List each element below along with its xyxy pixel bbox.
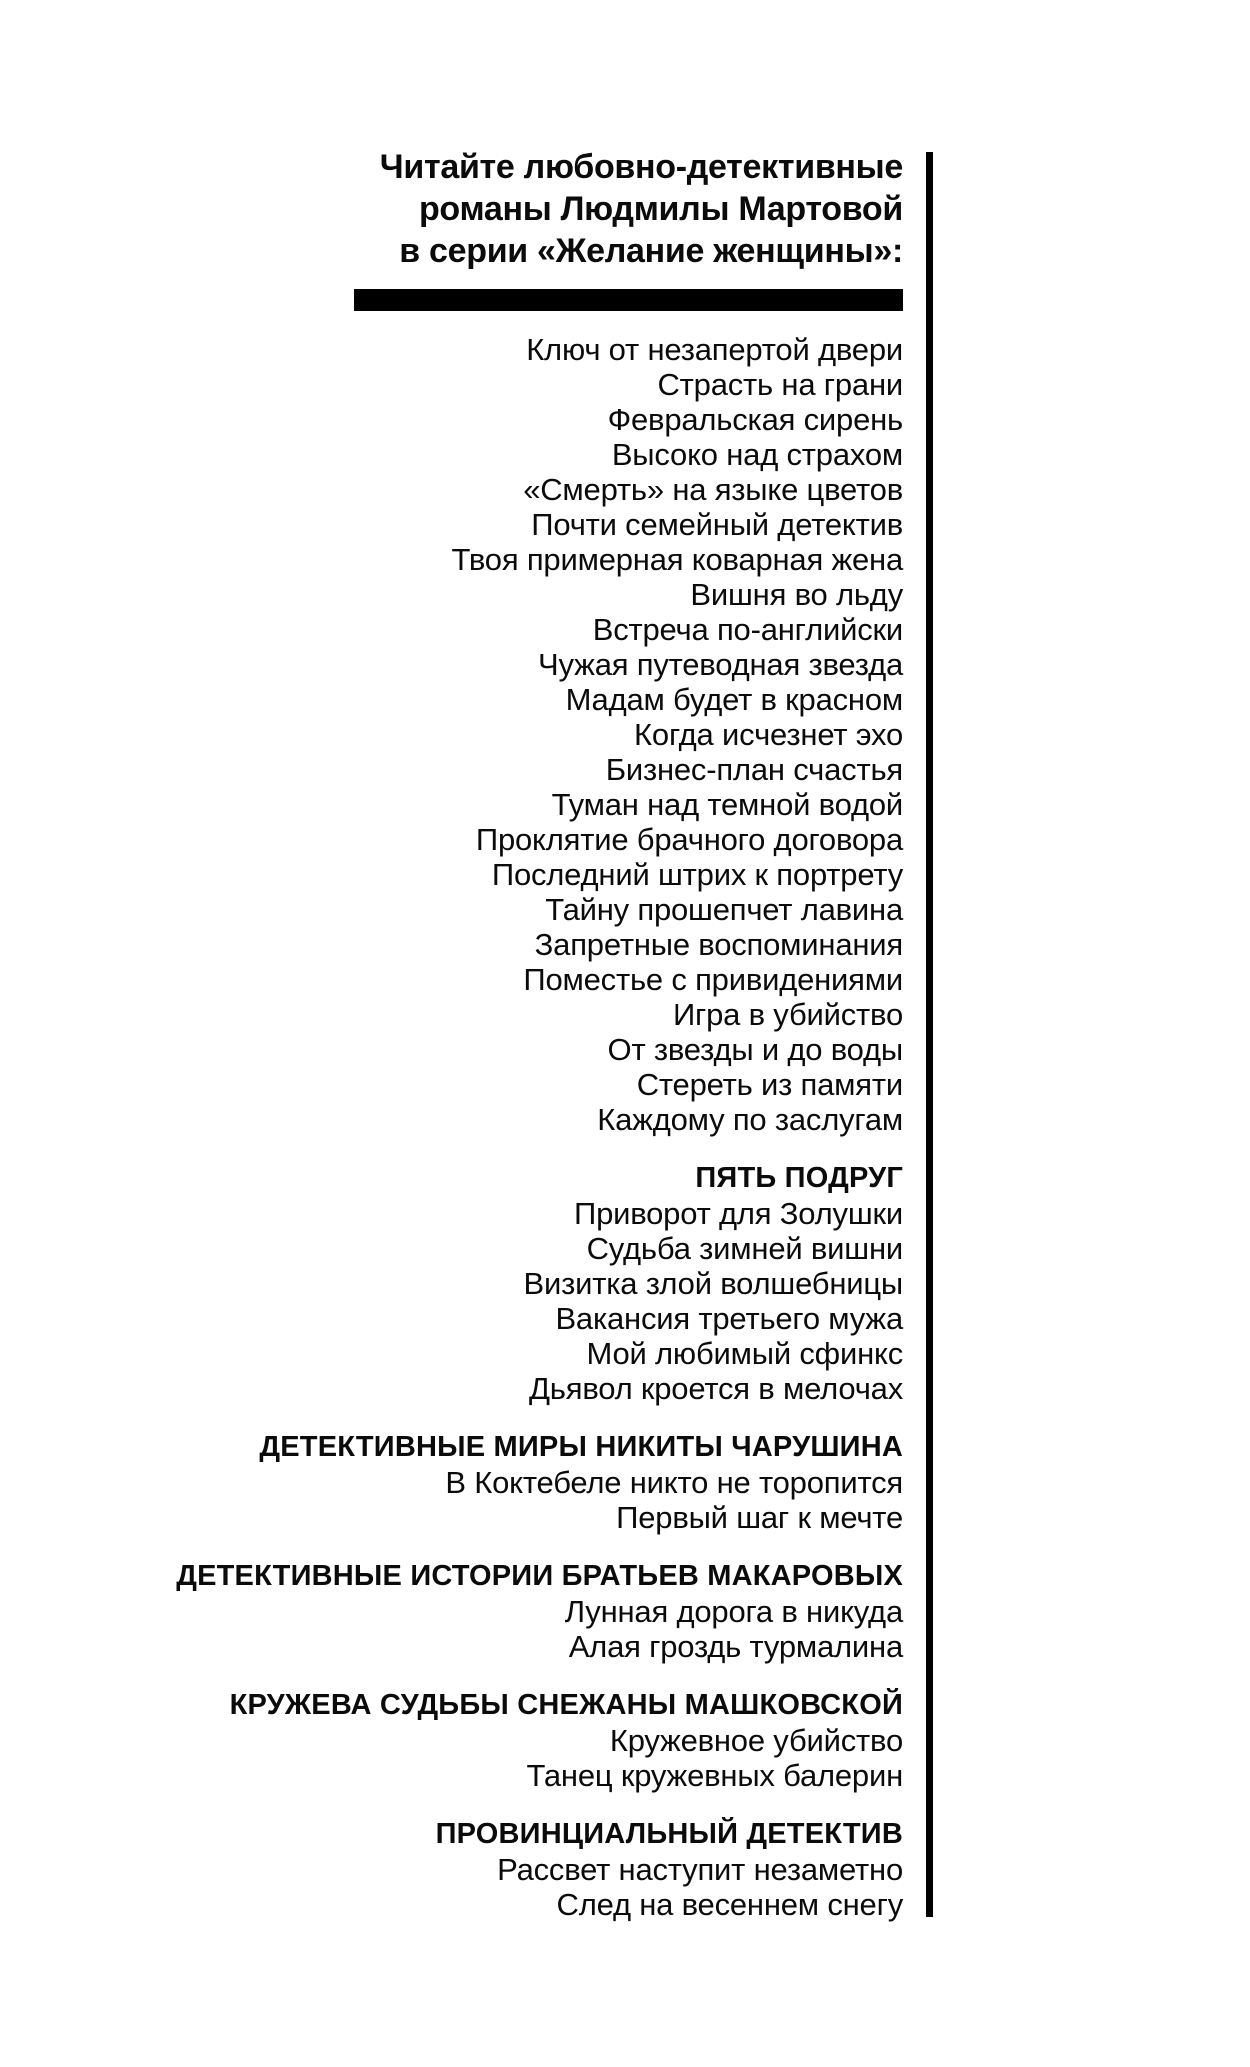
divider-bar: [354, 289, 903, 311]
book-title: Страсть на грани: [657, 367, 903, 402]
book-title: Приворот для Золушки: [573, 1196, 903, 1231]
book-title: След на весеннем снегу: [556, 1887, 903, 1922]
book-title: Запретные воспоминания: [534, 927, 903, 962]
page-title: [123, 146, 903, 272]
book-title: Первый шаг к мечте: [616, 1500, 903, 1535]
book-section: [123, 332, 903, 1137]
book-title: Тайну прошепчет лавина: [545, 892, 903, 927]
book-list: [123, 332, 903, 1922]
book-title: Стереть из памяти: [636, 1067, 903, 1102]
book-title: Каждому по заслугам: [597, 1102, 903, 1137]
book-title: В Коктебеле никто не торопится: [445, 1465, 903, 1500]
vertical-rule: [926, 152, 933, 1917]
book-title: Встреча по-английски: [592, 612, 903, 647]
book-title: Проклятие брачного договора: [475, 822, 903, 857]
book-title: Твоя примерная коварная жена: [451, 542, 903, 577]
book-title: Бизнес-план счастья: [605, 752, 903, 787]
book-title: Чужая путеводная звезда: [538, 647, 903, 682]
book-title: Танец кружевных балерин: [526, 1758, 903, 1793]
book-title: Последний штрих к портрету: [491, 857, 903, 892]
section-title: ДЕТЕКТИВНЫЕ МИРЫ НИКИТЫ ЧАРУШИНА: [259, 1431, 903, 1463]
section-title: ДЕТЕКТИВНЫЕ ИСТОРИИ БРАТЬЕВ МАКАРОВЫХ: [176, 1560, 903, 1592]
book-title: Мой любимый сфинкс: [586, 1336, 903, 1371]
book-title: Кружевное убийство: [609, 1723, 903, 1758]
book-title: Поместье с привидениями: [523, 962, 903, 997]
book-section: [123, 1430, 903, 1535]
book-section: [123, 1161, 903, 1406]
page-title-line: Читайте любовно-детективные: [379, 148, 903, 186]
book-title: Когда исчезнет эхо: [634, 717, 903, 752]
section-title: КРУЖЕВА СУДЬБЫ СНЕЖАНЫ МАШКОВСКОЙ: [229, 1689, 903, 1721]
book-title: Туман над темной водой: [551, 787, 903, 822]
page-title-line: романы Людмилы Мартовой: [418, 190, 903, 228]
page-title-line: в серии «Желание женщины»:: [399, 232, 903, 270]
book-title: От звезды и до воды: [607, 1032, 903, 1067]
book-title: Игра в убийство: [672, 997, 903, 1032]
book-title: Февральская сирень: [607, 402, 903, 437]
book-section: [123, 1688, 903, 1793]
book-title: Судьба зимней вишни: [586, 1231, 903, 1266]
book-title: Алая гроздь турмалина: [568, 1629, 903, 1664]
book-title: «Смерть» на языке цветов: [523, 472, 903, 507]
section-title: ПЯТЬ ПОДРУГ: [695, 1162, 903, 1194]
content-column: [123, 146, 903, 1922]
book-title: Высоко над страхом: [611, 437, 903, 472]
book-title: Рассвет наступит незаметно: [497, 1852, 903, 1887]
book-title: Лунная дорога в никуда: [564, 1594, 903, 1629]
book-title: Вакансия третьего мужа: [555, 1301, 903, 1336]
book-section: [123, 1559, 903, 1664]
book-title: Визитка злой волшебницы: [523, 1266, 903, 1301]
book-title: Ключ от незапертой двери: [526, 332, 903, 367]
section-title: ПРОВИНЦИАЛЬНЫЙ ДЕТЕКТИВ: [435, 1818, 903, 1850]
book-title: Вишня во льду: [690, 577, 903, 612]
book-title: Мадам будет в красном: [565, 682, 903, 717]
book-title: Дьявол кроется в мелочах: [528, 1371, 903, 1406]
book-title: Почти семейный детектив: [531, 507, 903, 542]
book-section: [123, 1817, 903, 1922]
